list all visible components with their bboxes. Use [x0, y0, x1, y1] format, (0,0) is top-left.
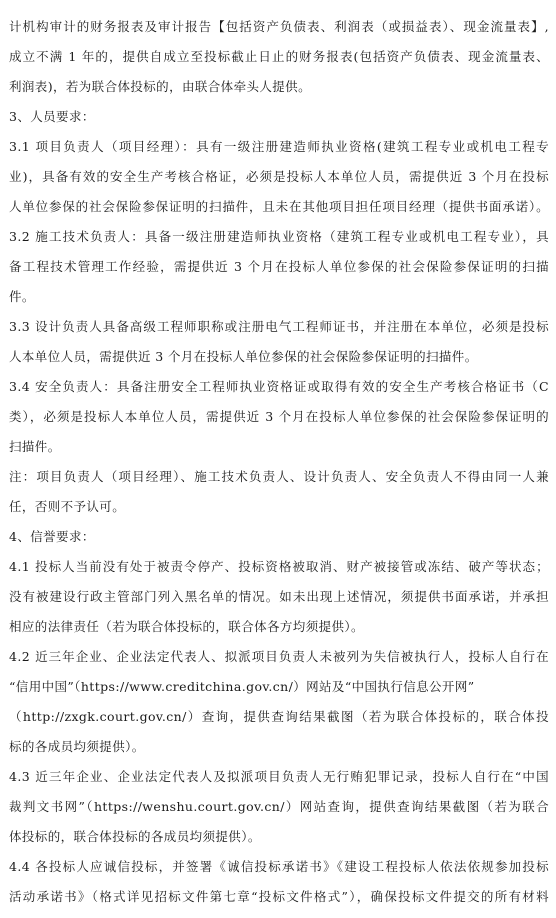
text-line: 3.4 安全负责人：具备注册安全工程师执业资格证或取得有效的安全生产考核合格证书（C: [9, 379, 549, 394]
text-line: 人单位参保的社会保险参保证明的扫描件，且未在其他项目担任项目经理（提供书面承诺）。: [9, 199, 549, 214]
text-line: 利润表)，若为联合体投标的，由联合体牵头人提供。: [9, 79, 311, 94]
text-line: 体投标的，联合体投标的各成员均须提供）。: [9, 829, 261, 844]
text-line: （http://zxgk.court.gov.cn/）查询，提供查询结果截图（若为联合体投标的，联合体投: [9, 709, 549, 724]
note-line: 注：项目负责人（项目经理）、施工技术负责人、设计负责人、安全负责人不得由同一人兼: [9, 469, 549, 484]
text-line: “信用中国”（https://www.creditchina.gov.cn/）网站及“中国执行信息公开网”: [9, 679, 475, 694]
text-line: 扫描件。: [9, 439, 61, 454]
text-line: 件。: [9, 289, 35, 304]
text-line: 4.2 近三年企业、企业法定代表人、拟派项目负责人未被列为失信被执行人，投标人自行在: [9, 649, 549, 664]
text-line: 没有被建设行政主管部门列入黑名单的情况。如未出现上述情况，须提供书面承诺，并承担: [9, 589, 549, 604]
text-line: 业)，具备有效的安全生产考核合格证，必须是投标人本单位人员，需提供近 3 个月在投标: [9, 169, 549, 184]
text-line: 裁判文书网”（https://wenshu.court.gov.cn/）网站查询，提供查询结果截图（若为联合: [9, 799, 549, 814]
text-line: 活动承诺书》（格式详见招标文件第七章“投标文件格式”），确保投标文件提交的所有材料: [9, 889, 549, 904]
text-line: 4.1 投标人当前没有处于被责令停产、投标资格被取消、财产被接管或冻结、破产等状态；: [9, 559, 549, 574]
text-line: 备工程技术管理工作经验，需提供近 3 个月在投标人单位参保的社会保险参保证明的扫描: [9, 259, 549, 274]
note-line: 任，否则不予认可。: [9, 499, 126, 514]
text-line: 4.4 各投标人应诚信投标，并签署《诚信投标承诺书》《建设工程投标人依法依规参加投标: [9, 859, 549, 874]
section-heading: 4、信誉要求：: [9, 529, 95, 544]
section-heading: 3、人员要求：: [9, 109, 95, 124]
text-line: 标的各成员均须提供）。: [9, 739, 145, 754]
text-line: 4.3 近三年企业、企业法定代表人及拟派项目负责人无行贿犯罪记录，投标人自行在“中国: [9, 769, 549, 784]
text-line: 相应的法律责任（若为联合体投标的，联合体各方均须提供）。: [9, 619, 364, 634]
text-line: 3.3 设计负责人具备高级工程师职称或注册电气工程师证书，并注册在本单位，必须是投标: [9, 319, 549, 334]
text-line: 3.1 项目负责人（项目经理）：具有一级注册建造师执业资格(建筑工程专业或机电工程专: [9, 139, 549, 154]
text-line: 计机构审计的财务报表及审计报告【包括资产负债表、利润表（或损益表）、现金流量表】,: [9, 19, 549, 34]
text-line: 类），必须是投标人本单位人员，需提供近 3 个月在投标人单位参保的社会保险参保证明的: [9, 409, 549, 424]
text-line: 成立不满 1 年的，提供自成立至投标截止日止的财务报表(包括资产负债表、现金流量表、: [9, 49, 549, 64]
text-line: 3.2 施工技术负责人：具备一级注册建造师执业资格（建筑工程专业或机电工程专业），具: [9, 229, 549, 244]
text-line: 人本单位人员，需提供近 3 个月在投标人单位参保的社会保险参保证明的扫描件。: [9, 349, 478, 364]
